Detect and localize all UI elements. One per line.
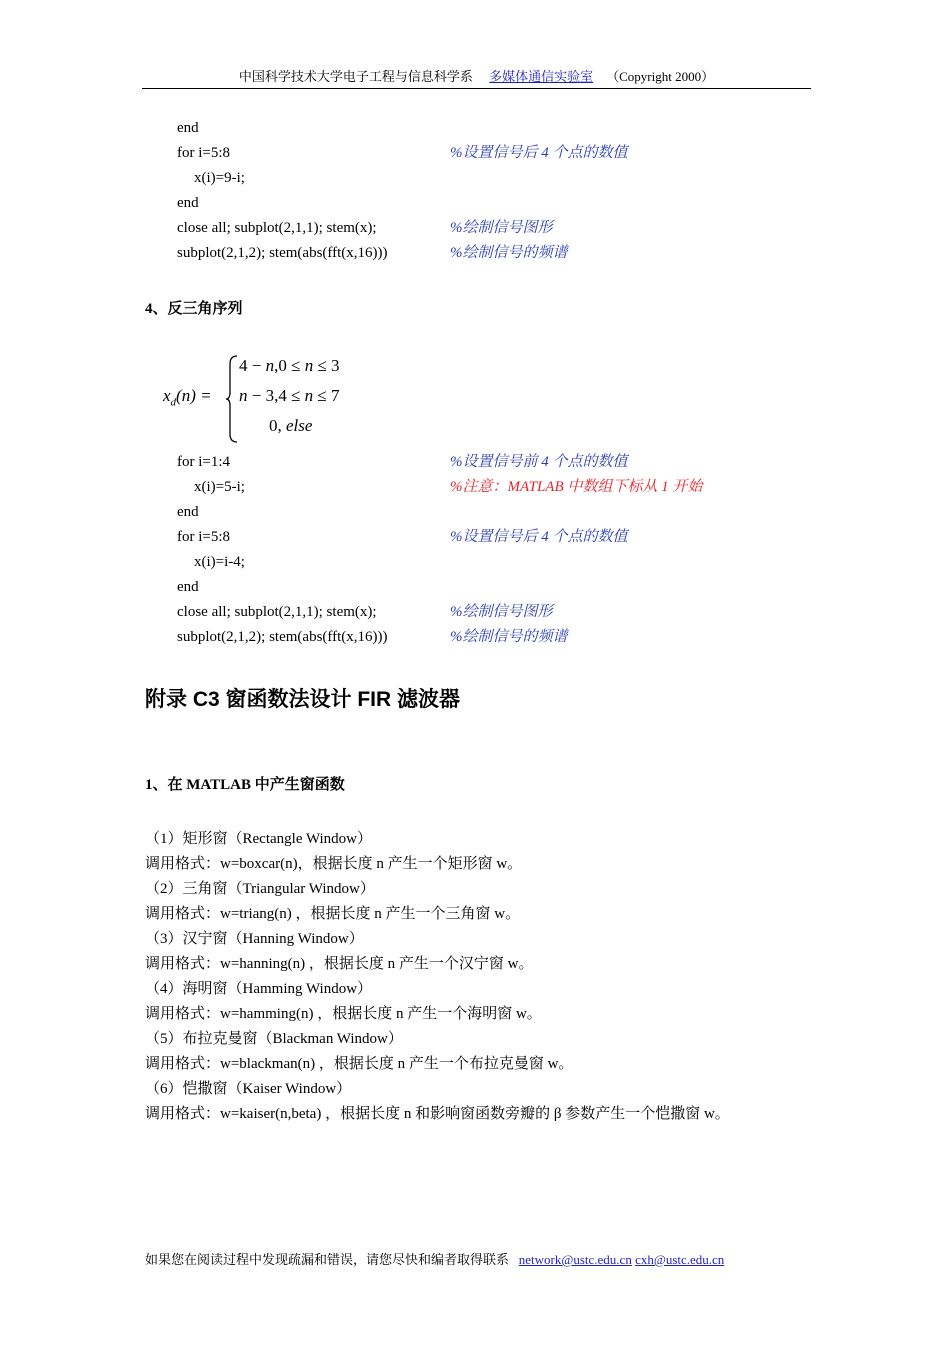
footer-email-cxh[interactable]: cxh@ustc.edu.cn	[635, 1252, 725, 1267]
window-type-heading: （1）矩形窗（Rectangle Window）	[145, 831, 373, 847]
code-text: end	[177, 195, 199, 211]
window-usage-line: 调用格式：w=hamming(n) ，根据长度 n 产生一个海明窗 w。	[145, 1006, 542, 1022]
window-usage-line: 调用格式：w=boxcar(n)，根据长度 n 产生一个矩形窗 w。	[145, 856, 523, 872]
formula-case-2: n − 3,4 ≤ n ≤ 7	[239, 386, 340, 405]
code-text: close all; subplot(2,1,1); stem(x);	[177, 604, 377, 620]
code-text: subplot(2,1,2); stem(abs(fft(x,16)))	[177, 629, 388, 645]
formula-lhs: $x_d(n)$ =	[163, 386, 212, 409]
code-line	[177, 241, 568, 266]
code-text: for i=1:4	[177, 454, 231, 470]
code-text: x(i)=9-i;	[194, 170, 245, 186]
code-line	[177, 575, 388, 600]
page-footer	[145, 1249, 724, 1268]
window-type-heading: （6）恺撒窗（Kaiser Window）	[145, 1081, 352, 1097]
header-lab-link[interactable]: 多媒体通信实验室	[489, 69, 594, 84]
window-usage-line: 调用格式：w=hanning(n) ，根据长度 n 产生一个汉宁窗 w。	[145, 956, 534, 972]
footer-email-network[interactable]: network@ustc.edu.cn	[518, 1252, 632, 1267]
section-1-title: 1、在 MATLAB 中产生窗函数	[145, 777, 345, 793]
appendix-title: 附录 C3 窗函数法设计 FIR 滤波器	[145, 688, 461, 711]
code-line	[177, 141, 628, 166]
window-type-heading: （4）海明窗（Hamming Window）	[145, 981, 373, 997]
section-4-title: 4、反三角序列	[145, 301, 243, 317]
window-list	[145, 827, 730, 1127]
header-department: 中国科学技术大学电子工程与信息科学系	[238, 69, 473, 84]
window-usage-line: 调用格式：w=kaiser(n,beta) ，根据长度 n 和影响窗函数旁瓣的 β 参数产生一个恺撒窗 w。	[145, 1106, 730, 1122]
code-comment: %绘制信号的频谱	[450, 629, 568, 645]
code-block-bottom	[177, 450, 703, 650]
code-comment: %绘制信号的频谱	[450, 245, 568, 261]
code-text: end	[177, 579, 199, 595]
code-text: close all; subplot(2,1,1); stem(x);	[177, 220, 377, 236]
window-usage-line: 调用格式：w=triang(n) ，根据长度 n 产生一个三角窗 w。	[145, 906, 521, 922]
code-line	[177, 525, 628, 550]
code-line	[177, 166, 388, 191]
code-text: subplot(2,1,2); stem(abs(fft(x,16)))	[177, 245, 388, 261]
code-line	[177, 550, 388, 575]
window-type-heading: （5）布拉克曼窗（Blackman Window）	[145, 1031, 403, 1047]
code-comment: %绘制信号图形	[450, 220, 553, 236]
code-text: for i=5:8	[177, 145, 231, 161]
code-line	[177, 450, 628, 475]
code-line	[177, 116, 388, 141]
code-warning-comment: %注意：MATLAB 中数组下标从 1 开始	[450, 479, 703, 495]
formula-case-1: 4 − n,0 ≤ n ≤ 3	[239, 356, 340, 375]
window-type-heading: （2）三角窗（Triangular Window）	[145, 881, 375, 897]
code-line	[177, 191, 388, 216]
code-text: end	[177, 504, 199, 520]
code-block-top	[177, 116, 628, 266]
code-text: for i=5:8	[177, 529, 231, 545]
formula-case-3: 0, else	[269, 416, 313, 435]
code-comment: %设置信号后 4 个点的数值	[450, 529, 628, 545]
window-type-heading: （3）汉宁窗（Hanning Window）	[145, 931, 364, 947]
page-header	[142, 66, 811, 89]
code-text: end	[177, 120, 199, 136]
window-usage-line: 调用格式：w=blackman(n) ，根据长度 n 产生一个布拉克曼窗 w。	[145, 1056, 574, 1072]
code-line	[177, 216, 553, 241]
code-comment: %设置信号前 4 个点的数值	[450, 454, 628, 470]
code-line	[177, 500, 388, 525]
formula-brace	[225, 354, 239, 444]
code-line	[177, 475, 703, 500]
code-comment: %绘制信号图形	[450, 604, 553, 620]
code-line	[177, 600, 553, 625]
code-comment: %设置信号后 4 个点的数值	[450, 145, 628, 161]
code-text: x(i)=5-i;	[194, 479, 245, 495]
footer-text: 如果您在阅读过程中发现疏漏和错误，请您尽快和编者取得联系	[145, 1252, 510, 1267]
header-copyright: （Copyright 2000）	[606, 69, 715, 84]
code-line	[177, 625, 568, 650]
code-text: x(i)=i-4;	[194, 554, 245, 570]
